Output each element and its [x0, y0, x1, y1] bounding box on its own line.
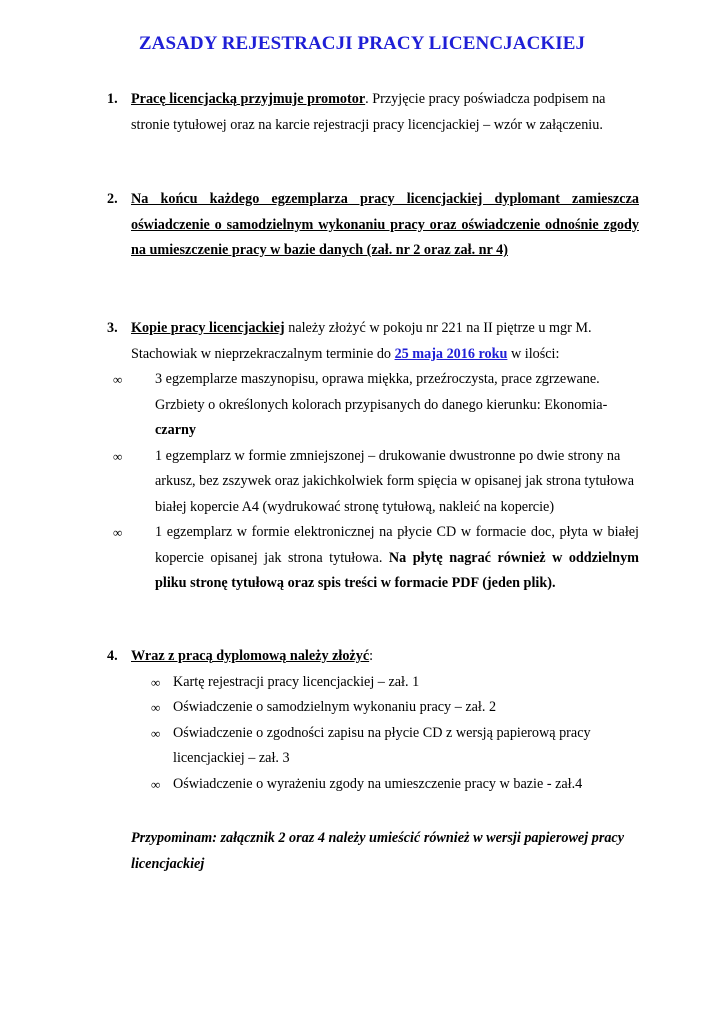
infinity-bullet-icon: ∞	[151, 725, 161, 741]
deadline-date: 25 maja 2016 roku	[394, 345, 508, 362]
section-2-number: 2.	[107, 191, 118, 207]
section-2-text: Na końcu każdego egzemplarza pracy licencjackiej dyplomant zamieszcza oświadczenie o samodzielnym wykonaniu pracy oraz oświadczenie odnośnie zgody na umieszczenie pracy w bazie danych (zał. nr 2 oraz zał. nr 4)	[131, 191, 639, 258]
list-item	[113, 367, 639, 444]
infinity-bullet-icon: ∞	[151, 674, 161, 690]
copies-list	[113, 367, 639, 597]
section-3-number: 3.	[107, 320, 118, 336]
infinity-bullet-icon: ∞	[113, 372, 123, 387]
section-1	[107, 87, 639, 138]
section-3-text-after-date: w ilości:	[507, 345, 560, 362]
reminder-note: Przypominam: załącznik 2 oraz 4 należy umieścić również w wersji papierowej pracy licencjackiej	[131, 830, 625, 872]
list-item-text: Oświadczenie o wyrażeniu zgody na umieszczenie pracy w bazie - zał.4	[173, 775, 583, 792]
infinity-bullet-icon: ∞	[151, 700, 161, 715]
list-item	[131, 695, 639, 721]
section-3-text-before-date: należy złożyć w pokoju nr 221 na II piętrze u mgr M. Stachowiak w nieprzekraczalnym terminie do	[131, 320, 592, 362]
section-2	[107, 187, 639, 264]
list-item-bold: Na płytę nagrać również w oddzielnym pliku stronę tytułową oraz spis treści w formacie PDF (jeden plik).	[155, 549, 639, 591]
section-4-lead: Wraz z pracą dyplomową należy złożyć	[131, 648, 370, 664]
list-item-text: 1 egzemplarz w formie elektronicznej na płycie CD w formacie doc, płyta w białej kopercie opisanej jak strona tytułowa.	[155, 524, 639, 566]
list-item-text: Oświadczenie o zgodności zapisu na płycie CD z wersją papierową pracy licencjackiej – zał. 3	[173, 724, 591, 766]
list-item-text: 1 egzemplarz w formie zmniejszonej – drukowanie dwustronne po dwie strony na arkusz, bez zszywek oraz jakichkolwiek form spięcia w opisanej jak strona tytułowa białej kopercie A4 (wydrukować stronę tytułową, nakleić na kopercie)	[155, 447, 635, 515]
infinity-bullet-icon: ∞	[113, 525, 123, 540]
infinity-bullet-icon: ∞	[151, 776, 161, 792]
section-1-body	[131, 87, 639, 138]
list-item	[131, 670, 639, 696]
list-item	[131, 721, 639, 772]
attachments-list	[107, 670, 639, 798]
list-item-bold: czarny	[155, 422, 196, 438]
section-4-body	[131, 644, 639, 670]
list-item-text: 3 egzemplarze maszynopisu, oprawa miękka, przeźroczysta, prace zgrzewane. Grzbiety o określonych kolorach przypisanych do danego kierunku: Ekonomia-	[155, 371, 608, 413]
section-4-colon: :	[369, 648, 374, 664]
list-item	[113, 520, 639, 597]
document-title: ZASADY REJESTRACJI PRACY LICENCJACKIEJ	[138, 33, 586, 54]
list-item	[131, 772, 639, 798]
section-3-lead: Kopie pracy licencjackiej	[131, 320, 285, 336]
section-4	[107, 644, 639, 797]
section-1-text: . Przyjęcie pracy poświadcza podpisem na stronie tytułowej oraz na karcie rejestracji pracy licencjackiej – wzór w załączeniu.	[131, 91, 606, 133]
section-3-body	[113, 316, 639, 597]
section-1-number: 1.	[107, 91, 118, 107]
section-3	[107, 316, 639, 597]
list-item	[113, 444, 639, 521]
list-item-text: Kartę rejestracji pracy licencjackiej – zał. 1	[173, 673, 420, 690]
infinity-bullet-icon: ∞	[113, 448, 123, 464]
list-item-text: Oświadczenie o samodzielnym wykonaniu pracy – zał. 2	[173, 699, 497, 715]
section-1-lead: Pracę licencjacką przyjmuje promotor	[131, 91, 366, 107]
section-4-number: 4.	[107, 648, 118, 664]
